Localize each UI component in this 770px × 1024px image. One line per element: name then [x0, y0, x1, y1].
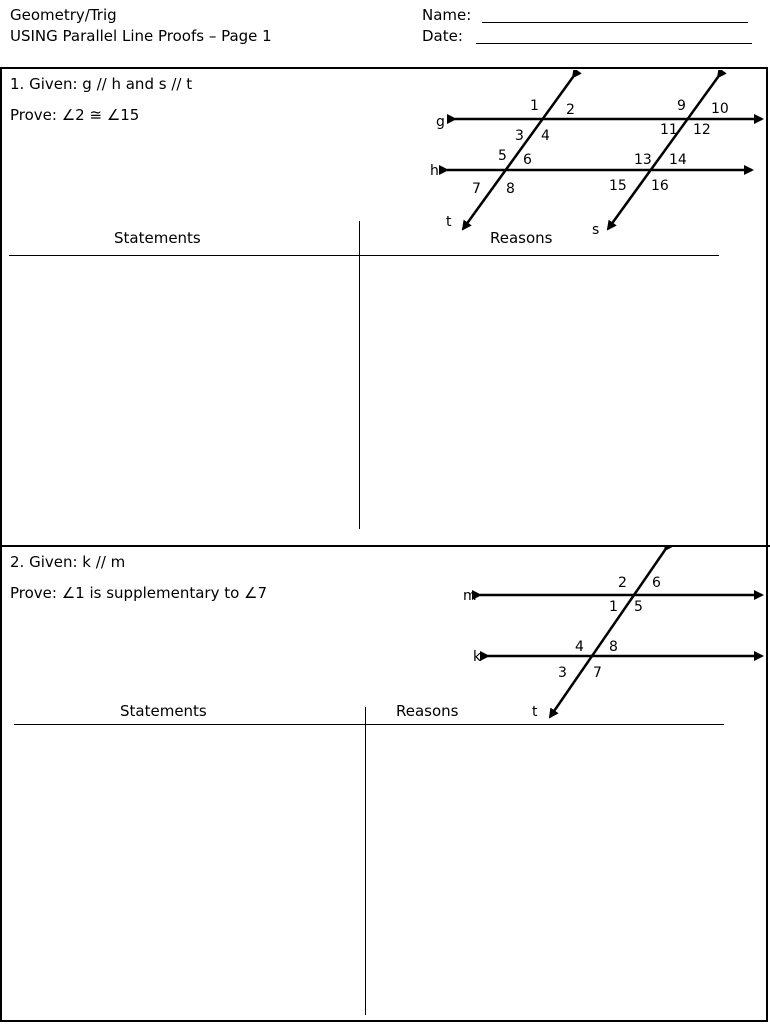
problem-1-statements-area[interactable]	[10, 258, 356, 526]
date-field[interactable]	[476, 43, 752, 44]
problem-2-statements-header: Statements	[120, 702, 207, 720]
name-label: Name:	[422, 6, 472, 24]
angle-7: 7	[593, 665, 602, 681]
problem-1-table-header-line	[9, 255, 719, 256]
angle-3: 3	[558, 665, 567, 681]
problem-1-table-divider	[359, 221, 360, 529]
angle-5: 5	[634, 599, 643, 615]
angle-8: 8	[609, 639, 618, 655]
course-title: Geometry/Trig	[10, 6, 117, 24]
angle-4: 4	[575, 639, 584, 655]
angle-2: 2	[618, 575, 627, 591]
angle-12: 12	[693, 122, 711, 138]
label-k: k	[473, 649, 482, 665]
angle-11: 11	[660, 122, 678, 138]
angle-8: 8	[506, 181, 515, 197]
problem-1-statements-header: Statements	[114, 229, 201, 247]
problem-2-reasons-header: Reasons	[396, 702, 459, 720]
label-s: s	[592, 222, 600, 238]
problem-1-reasons-header: Reasons	[490, 229, 553, 247]
date-label: Date:	[422, 27, 463, 45]
problem-1-given: 1. Given: g // h and s // t	[10, 75, 193, 93]
angle-1: 1	[530, 98, 539, 114]
angle-15: 15	[609, 178, 627, 194]
label-t: t	[446, 214, 452, 230]
problem-1-reasons-area[interactable]	[362, 258, 718, 526]
angle-16: 16	[651, 178, 669, 194]
angle-3: 3	[515, 128, 524, 144]
angle-1: 1	[609, 599, 618, 615]
angle-4: 4	[541, 128, 550, 144]
label-g: g	[436, 114, 445, 130]
label-m: m	[463, 588, 477, 604]
problem-2-table-divider	[365, 707, 366, 1015]
angle-2: 2	[566, 102, 575, 118]
angle-14: 14	[669, 152, 687, 168]
worksheet-title: USING Parallel Line Proofs – Page 1	[10, 27, 272, 45]
angle-5: 5	[498, 148, 507, 164]
problem-2-given: 2. Given: k // m	[10, 553, 126, 571]
problem-2-table-header-line	[14, 724, 724, 725]
problem-1-prove: Prove: ∠2 ≅ ∠15	[10, 106, 140, 124]
line-s	[608, 77, 718, 229]
angle-6: 6	[652, 575, 661, 591]
angle-6: 6	[523, 152, 532, 168]
problem-2-reasons-area[interactable]	[368, 727, 724, 1013]
name-field[interactable]	[482, 22, 748, 23]
line-t	[463, 77, 573, 229]
problem-1-diagram	[425, 70, 770, 240]
problem-2-prove: Prove: ∠1 is supplementary to ∠7	[10, 584, 268, 602]
angle-13: 13	[634, 152, 652, 168]
angle-9: 9	[677, 98, 686, 114]
label-t: t	[532, 704, 538, 720]
angle-10: 10	[711, 101, 729, 117]
problem-2-diagram	[455, 545, 770, 725]
line-t	[550, 550, 665, 717]
problem-2-statements-area[interactable]	[15, 727, 361, 1013]
label-h: h	[430, 163, 439, 179]
angle-7: 7	[472, 181, 481, 197]
